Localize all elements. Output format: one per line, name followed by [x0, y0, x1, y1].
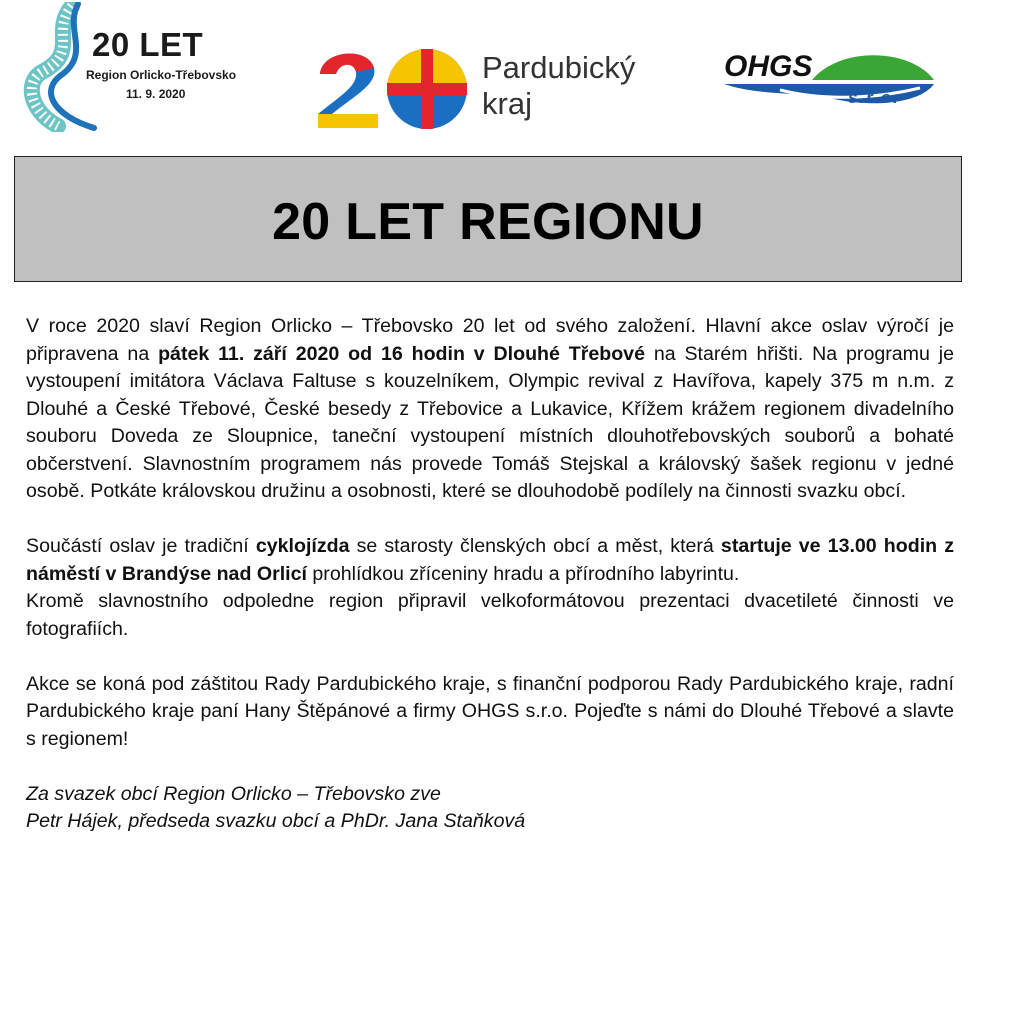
ohgs-suffix: s.r.o. — [848, 88, 900, 107]
intro-text-1: V roce 2020 slaví Region Orlicko – Třebovsko 20 let od svého založení. Hlavní akce oslav výročí je připravena na — [26, 315, 954, 365]
ohgs-logo — [720, 50, 940, 115]
region-logo-date: 11. 9. 2020 — [126, 87, 186, 101]
region-logo-graphic — [20, 2, 270, 132]
paragraph-intro — [26, 313, 954, 506]
paragraph-exhibition: Kromě slavnostního odpoledne region připravil velkoformátovou prezentaci dvacetileté činnosti ve fotografiích. — [26, 590, 954, 640]
region-logo-big: 20 LET — [92, 26, 204, 63]
cyclo-bold-2: startuje ve 13.00 hodin z náměstí v Brandýse nad Orlicí — [26, 535, 954, 585]
cyclo-text-1: Součástí oslav je tradiční — [26, 535, 256, 557]
document-body — [26, 313, 954, 836]
cyclo-text-2: se starosty členských obcí a měst, která — [349, 535, 721, 557]
cyclo-bold-1: cyklojízda — [255, 535, 350, 557]
title-banner — [14, 156, 962, 282]
pardubicky-kraj-logo — [314, 40, 664, 135]
paragraph-patronage: Akce se koná pod záštitou Rady Pardubického kraje, s finanční podporou Rady Pardubického kraje, radní Pardubického kraje paní Hany Štěpánové a firmy OHGS s.r.o. Pojeďte s námi do Dlouhé Třebové a slavte s regionem! — [26, 672, 954, 750]
region-logo — [20, 2, 270, 132]
cyclo-text-3: prohlídkou zříceniny hradu a přírodního labyrintu. — [306, 562, 740, 585]
region-logo-name: Region Orlicko-Třebovsko — [86, 68, 237, 82]
intro-event-date: pátek 11. září 2020 od 16 hodin v Dlouhé Třebové — [158, 342, 645, 365]
pardubicky-line1: Pardubický — [482, 50, 636, 85]
paragraph-cyclo — [26, 533, 954, 588]
intro-text-2: na Starém hřišti. Na programu je vystoupení imitátora Václava Faltuse s kouzelníkem, Olympic revival z Havířova, kapely 375 m n.m. z Dlouhé a České Třebové, České besedy z Třebovice a Lukavice, Křížem krážem regionem divadelního souboru Doveda ze Sloupnice, taneční vystoupení místních dlouhotřebovských souborů a bohaté občerstvení. Slavnostním programem nás provede Tomáš Stejskal a královský šašek regionu v jedné osobě. Potkáte královskou družinu a osobnosti, které se dlouhodobě podílely na činnosti svazku obcí. — [26, 342, 954, 502]
pardubicky-line2: kraj — [482, 86, 532, 121]
signature-line-1: Za svazek obcí Region Orlicko – Třebovsko zve — [26, 782, 441, 805]
signature-line-2: Petr Hájek, předseda svazku obcí a PhDr. Jana Staňková — [26, 810, 526, 832]
pardubicky-20-graphic — [314, 40, 474, 135]
ohgs-name: OHGS — [724, 50, 813, 83]
page-title: 20 LET REGIONU — [272, 193, 704, 251]
